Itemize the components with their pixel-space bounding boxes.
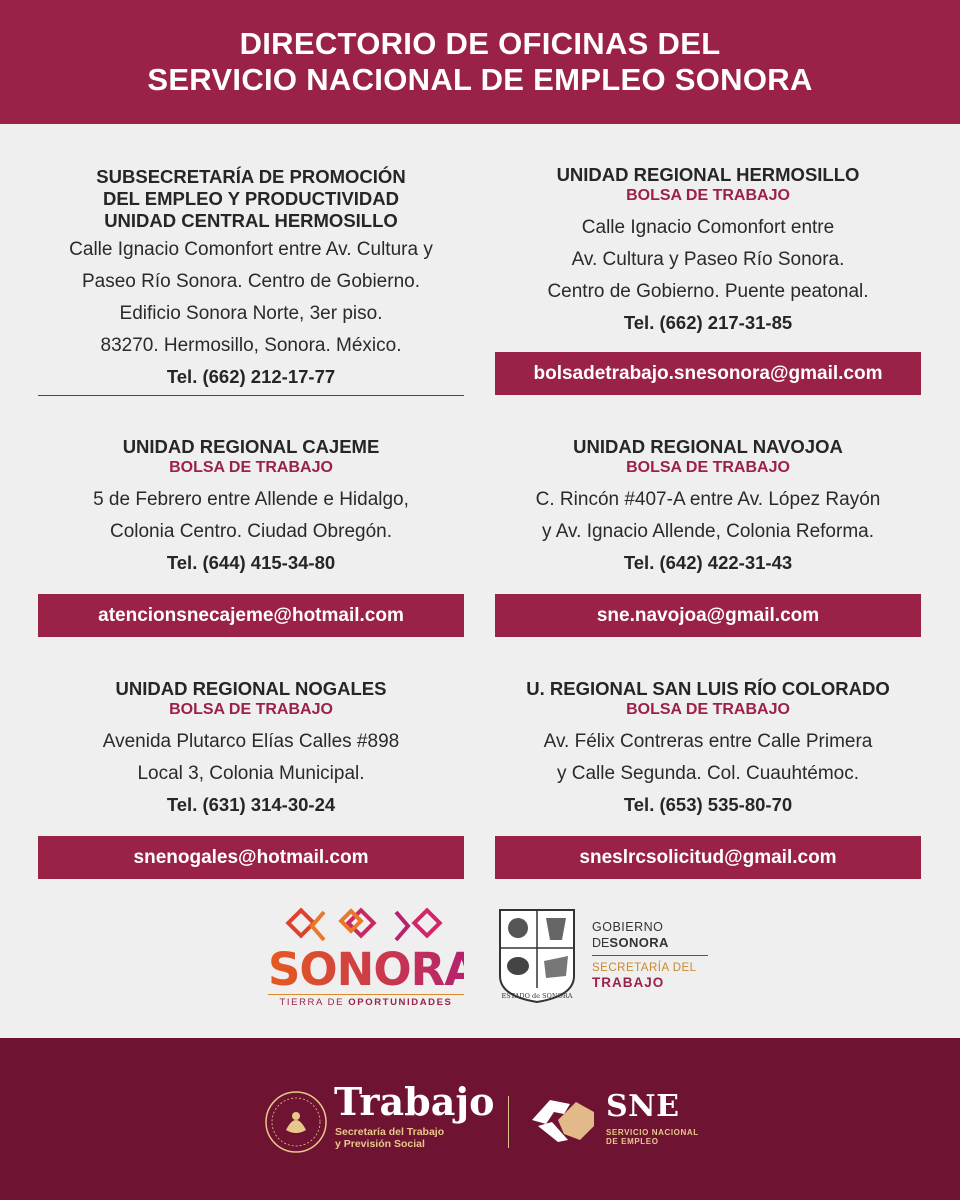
- office-cajeme: [38, 436, 464, 578]
- office-title: UNIDAD REGIONAL NAVOJOA: [573, 436, 843, 457]
- office-phone: Tel. (644) 415-34-80: [166, 552, 336, 573]
- office-nogales: [38, 678, 464, 820]
- email-hermosillo[interactable]: bolsadetrabajo.snesonora@gmail.com: [495, 352, 921, 395]
- gob-line4: TRABAJO: [592, 975, 665, 990]
- trabajo-subtitle: Secretaría del Trabajo y Previsión Social: [335, 1126, 445, 1150]
- office-address-line: Centro de Gobierno. Puente peatonal.: [547, 281, 869, 302]
- gob-line2: DESONORA: [592, 935, 669, 950]
- mexico-seal-icon: [264, 1090, 328, 1154]
- office-title-line: DEL EMPLEO Y PRODUCTIVIDAD: [102, 188, 400, 209]
- shield-caption: ESTADO de SONORA: [501, 992, 573, 1000]
- trabajo-wordmark: Trabajo: [334, 1079, 495, 1124]
- office-title-line: SUBSECRETARÍA DE PROMOCIÓN: [96, 166, 406, 187]
- office-san-luis-rio-colorado: [495, 678, 921, 820]
- office-phone: Tel. (662) 217-31-85: [623, 312, 793, 333]
- office-phone: Tel. (662) 212-17-77: [166, 366, 336, 387]
- office-subtitle: BOLSA DE TRABAJO: [626, 187, 790, 204]
- header-title-line2: SERVICIO NACIONAL DE EMPLEO SONORA: [147, 62, 813, 97]
- office-address-line: Calle Ignacio Comonfort entre: [581, 217, 835, 238]
- office-title: UNIDAD REGIONAL CAJEME: [122, 436, 380, 457]
- office-navojoa: [495, 436, 921, 578]
- sonora-tagline: TIERRA DE OPORTUNIDADES: [268, 994, 464, 1008]
- gobierno-sonora-logo: [592, 920, 710, 991]
- office-address-line: Avenida Plutarco Elías Calles #898: [102, 731, 400, 752]
- handshake-icon: [528, 1090, 598, 1150]
- office-address-line: 83270. Hermosillo, Sonora. México.: [100, 335, 402, 356]
- office-address-line: Paseo Río Sonora. Centro de Gobierno.: [82, 271, 420, 292]
- sonora-logo: [268, 906, 479, 1008]
- office-phone: Tel. (631) 314-30-24: [166, 794, 336, 815]
- email-nogales[interactable]: snenogales@hotmail.com: [38, 836, 464, 879]
- email-cajeme[interactable]: atencionsnecajeme@hotmail.com: [38, 594, 464, 637]
- office-address-line: Av. Félix Contreras entre Calle Primera: [543, 731, 873, 752]
- office-address-line: y Calle Segunda. Col. Cuauhtémoc.: [556, 763, 860, 784]
- office-address-line: C. Rincón #407-A entre Av. López Rayón: [535, 489, 881, 510]
- office-address-line: Local 3, Colonia Municipal.: [137, 763, 365, 784]
- office-address-line: 5 de Febrero entre Allende e Hidalgo,: [93, 489, 409, 510]
- header-title-line1: DIRECTORIO DE OFICINAS DEL: [239, 26, 721, 61]
- sne-subtitle: SERVICIO NACIONAL DE EMPLEO: [606, 1128, 699, 1146]
- office-title-line: UNIDAD CENTRAL HERMOSILLO: [104, 210, 398, 231]
- office-central-hermosillo: [38, 166, 464, 392]
- email-navojoa[interactable]: sne.navojoa@gmail.com: [495, 594, 921, 637]
- sne-wordmark: SNE: [606, 1089, 680, 1124]
- gob-divider: [592, 955, 708, 956]
- office-address-line: Edificio Sonora Norte, 3er piso.: [119, 303, 383, 324]
- office-address-line: Av. Cultura y Paseo Río Sonora.: [571, 249, 845, 270]
- office-address-line: Colonia Centro. Ciudad Obregón.: [109, 521, 392, 542]
- office-address-line: y Av. Ignacio Allende, Colonia Reforma.: [542, 521, 874, 542]
- email-san-luis-rio-colorado[interactable]: sneslrcsolicitud@gmail.com: [495, 836, 921, 879]
- office-title: U. REGIONAL SAN LUIS RÍO COLORADO: [526, 678, 890, 699]
- office-subtitle: BOLSA DE TRABAJO: [169, 701, 333, 718]
- office-subtitle: BOLSA DE TRABAJO: [626, 459, 790, 476]
- office-title: UNIDAD REGIONAL HERMOSILLO: [556, 164, 860, 185]
- gob-line1: GOBIERNO: [592, 920, 664, 934]
- sonora-coat-of-arms-icon: [496, 906, 578, 1004]
- page-header: [0, 0, 960, 124]
- office-phone: Tel. (653) 535-80-70: [623, 794, 793, 815]
- gob-line3: SECRETARÍA DEL: [592, 962, 697, 974]
- section-divider: [38, 395, 464, 396]
- office-subtitle: BOLSA DE TRABAJO: [626, 701, 790, 718]
- footer-divider: [508, 1096, 509, 1148]
- sonora-pattern-icon: [284, 906, 448, 946]
- office-title: UNIDAD REGIONAL NOGALES: [115, 678, 387, 699]
- office-regional-hermosillo: [495, 164, 921, 338]
- sonora-wordmark: SONORA: [268, 943, 479, 996]
- office-phone: Tel. (642) 422-31-43: [623, 552, 793, 573]
- office-subtitle: BOLSA DE TRABAJO: [169, 459, 333, 476]
- office-address-line: Calle Ignacio Comonfort entre Av. Cultura y: [69, 239, 433, 260]
